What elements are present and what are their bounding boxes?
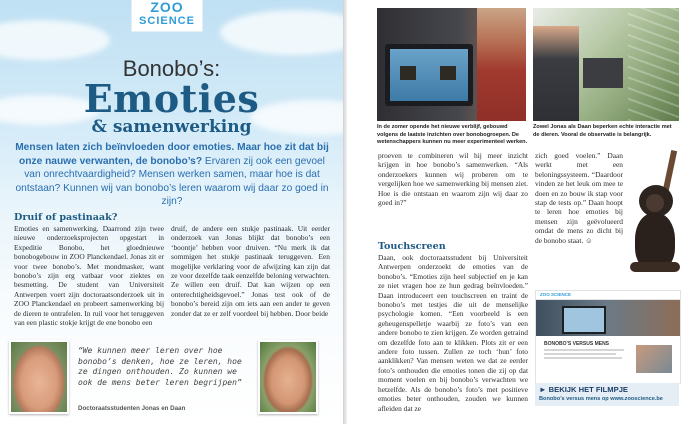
section-heading-touchscreen: Touchscreen (378, 241, 446, 252)
enclosure-netting (628, 8, 679, 121)
article-text: proeven te combineren wil hij meer inzicht krijgen in hoe bonobo’s samenwerken. “Als onderzoekers kunnen wij proberen om te vergelijken hoe we samenwerking bij mensen ziet. Hoe is die ontstaan en waarom zijn wij daar zo goed in?” (378, 151, 528, 208)
video-callout-title (539, 385, 628, 394)
article-column-3a (378, 151, 528, 207)
laptop-screen (583, 58, 623, 88)
website-header: ZOO SCIENCE (540, 292, 572, 297)
website-thumbnail (636, 345, 672, 373)
title-subline: & samenwerking (91, 117, 252, 137)
pull-quote: “We kunnen meer leren over hoe bonobo’s denken, hoe ze leren, hoe ze dingen onthouden. Zo kunnen we ook de mens beter leren begrijpen” (78, 346, 242, 387)
researcher-figure (477, 8, 526, 121)
photo-observation (533, 8, 679, 121)
article-column-2 (171, 224, 330, 318)
article-text: druif, de andere een stukje pastinaak. Uit eerder onderzoek van Jonas blijkt dat bonobo’s een ‘boontje’ hebben voor druiven. “Nu merk ik dat sommigen het stukje pastinaak teruggeven. Een mogelijke verklaring voor de afwijzing kan zijn dat ze voor dezelfde taak eenzelfde beloning verwachten. Ze willen een druif. Dat kan wijzen op een onterechtigheidsgevoel.” Jonas test ook of de bonobo’s bereid zijn om iets aan een ander te geven zonder dat ze er zelf voordeel bij hebben. Door beide (171, 224, 330, 318)
article-text: Emoties en samenwerking. Daarrond zijn twee nieuwe onderzoeksprojecten opgestart in Expeditie Bonobo, het gloednieuwe bonobogebouw in ZOO Planckendael. Jonas zit er voor twee bonobo’s. Met mondmasker, want bonobo’s zijn erg vatbaar voor ziektes en besmetting. De student van Universiteit Antwerpen voert zijn doctoraatsonderzoek uit in ZOO Planckendael en probeert samenwerking bij de dieren te ontrafelen. In ruil voor het teruggeven van een plastic stokje krijgt de ene bonobo een (14, 224, 164, 328)
photo-touchscreen (377, 8, 526, 121)
left-page (0, 0, 343, 424)
right-page (347, 0, 690, 424)
title-line1: Bonobo’s: (122, 56, 221, 81)
portrait-daan (258, 340, 318, 414)
logo-line2: SCIENCE (139, 15, 195, 27)
article-column-3b (378, 253, 528, 413)
bonobo-photo-thumbnail (440, 66, 456, 80)
photo-caption-1: In de zomer opende het nieuwe verblijf, gebouwd volgens de laatste inzichten over bonobogroepen. De wetenschappers kunnen nu meer experimenteel werken. (377, 124, 528, 146)
bonobo-photo-thumbnail (400, 66, 416, 80)
cloud-decoration (0, 20, 110, 60)
title-main: Emoties (83, 76, 260, 121)
video-label: BEKIJK HET FILMPJE (548, 385, 628, 394)
intro-bold: Mensen laten zich beïnvloeden door emoties. Maar hoe zit dat bij onze nauwe verwanten, de bonobo’s? (15, 142, 329, 167)
section-heading-druif: Druif of pastinaak? (14, 212, 118, 223)
intro-rest: Ervaren zij ook een gevoel van onrechtvaardigheid? Mensen werken samen, maar hoe is dat ontstaan? Kunnen wij van bonobo’s leren waarom wij daar zo goed in zijn? (15, 155, 329, 208)
researcher-figure (533, 26, 579, 121)
video-link-text[interactable]: Bonobo’s versus mens op www.zooscience.be (539, 396, 663, 402)
website-hero-screen (562, 306, 606, 334)
article-text: zich goed voelen.” Daan werkt met een beloningssysteem. “Daardoor vinden ze het leuk om mee te doen en zo bouw ik stap voor stap de tests op.” Daan hoopt te leren hoe emoties bij mensen zijn geëvolueerd omdat de mens zo dicht bij de bonobo staat. ☺ (535, 151, 623, 245)
cloud-decoration (220, 10, 343, 55)
bonobo-legs (630, 262, 680, 272)
intro-paragraph (10, 141, 334, 209)
website-title: BONOBO’S VERSUS MENS (544, 341, 610, 347)
article-column-4 (535, 151, 623, 245)
zoo-science-logo (131, 0, 203, 32)
bonobo-hanging-image (625, 150, 685, 285)
portrait-jonas (9, 340, 69, 414)
quote-caption: Doctoraatsstudenten Jonas en Daan (78, 405, 186, 412)
website-nav (536, 291, 680, 300)
website-text-line (544, 353, 616, 355)
play-icon: ► (539, 385, 547, 394)
photo-caption-2: Zowel Jonas als Daan beperken echte interactie met de dieren. Vooral de observatie is belangrijk. (533, 124, 672, 138)
video-callout[interactable] (535, 383, 679, 406)
website-screenshot (535, 290, 681, 384)
article-text: Daan, ook doctoraatsstudent bij Universiteit Antwerpen onderzoekt de emoties van de bonobo’s. “Emoties zijn heel subjectief en je kan ze niet vragen hoe ze hun gedrag beïnvloeden.” Daan introduceert een touchscreen en traint de bonobo’s met testjes die uit de menselijke psychologie komen. “Een voorbeeld is een geheugenspelletje waarbij ze foto’s van een andere bonobo te zien krijgen. Ze worden getraind om dezelfde foto aan te klikken. Plots zit er een andere foto tussen. Zullen ze toch ‘hun’ foto aanklikken? Van mensen weten we dat ze eerder foto’s onthouden die emoties tonen die zij op dat moment voelen en bij bonobo’s verwachten we hetzelfde. Als de bonobo’s foto’s met positieve emoties beter onthouden, zouden we kunnen afleiden dat ze (378, 253, 528, 413)
logo-line1: ZOO (150, 0, 184, 15)
article-column-1 (14, 224, 164, 327)
website-text-line (544, 357, 622, 359)
website-hero-image (536, 300, 680, 336)
bonobo-face (646, 194, 664, 212)
website-text-line (544, 349, 624, 351)
